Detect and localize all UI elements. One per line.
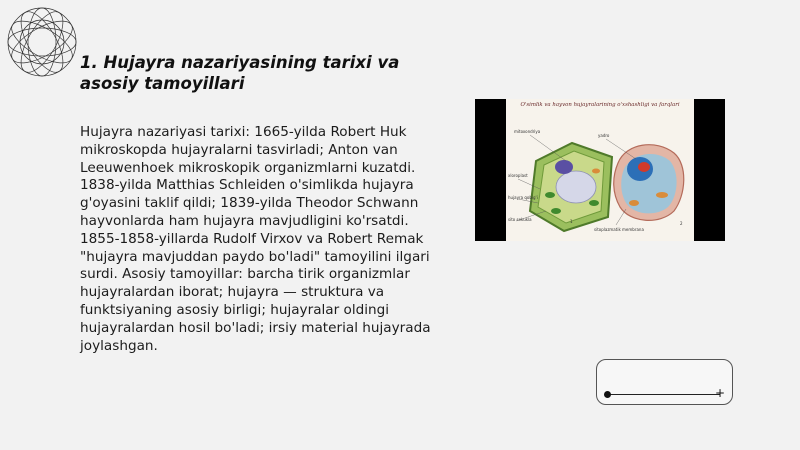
label-number-1: 1 (570, 219, 573, 224)
progress-track[interactable] (607, 394, 720, 395)
ornament-ring-outer (8, 8, 76, 76)
media-player-control[interactable] (596, 359, 733, 405)
ornament-petal-1 (8, 28, 76, 56)
label-cell-wall: hujayra qobig'i (508, 195, 538, 200)
label-membrane: sitoplazmatik membrana (594, 227, 644, 232)
label-mitochondria: mitoxondriya (514, 129, 541, 134)
slide-title: 1. Hujayra nazariyasining tarixi va asosiy tamoyillari (80, 53, 400, 93)
ornament-petal-4 (28, 8, 56, 76)
plant-cell (530, 143, 612, 231)
label-vacuole: sito sekukla (508, 217, 532, 222)
label-number-2: 2 (680, 221, 683, 226)
cell-image-canvas (506, 99, 694, 241)
cell-illustration (506, 99, 694, 241)
cell-comparison-image (475, 99, 725, 241)
animal-cell (614, 145, 684, 221)
spirograph-ornament-icon (4, 4, 80, 80)
slide-body-text: Hujayra nazariyasi tarixi: 1665-yilda Robert Huk mikroskopda hujayralarni tasvirladi; Anton van Leeuwenhoek mikroskopik organizmlarni kuzatdi. 1838-yilda Matthias Schleiden o'simlikda hujayra g'oyasini taklif qildi; 1839-yilda Theodor Schwann hayvonlarda ham hujayra mavjudligini ko'rsatdi. 1855-1858-yillarda Rudolf Virxov va Robert Remak "hujayra mavjuddan paydo bo'ladi" tamoyilini ilgari surdi. Asosiy tamoyillar: barcha tirik organizmlar hujayralardan iborat; hujayra — struktura va funktsiyaning asosiy birligi; hujayralar oldingi hujayralardan hosil bo'ladi; irsiy material hujayrada joylashgan. (80, 124, 431, 354)
label-nucleus: yadro (598, 133, 610, 138)
plus-icon[interactable]: + (715, 386, 726, 400)
label-chloroplast: xloroplast (508, 173, 528, 178)
progress-thumb[interactable] (604, 391, 611, 398)
image-caption: O'simlik va hayvon hujayralarining o'xshashligi va farqlari (520, 102, 680, 108)
